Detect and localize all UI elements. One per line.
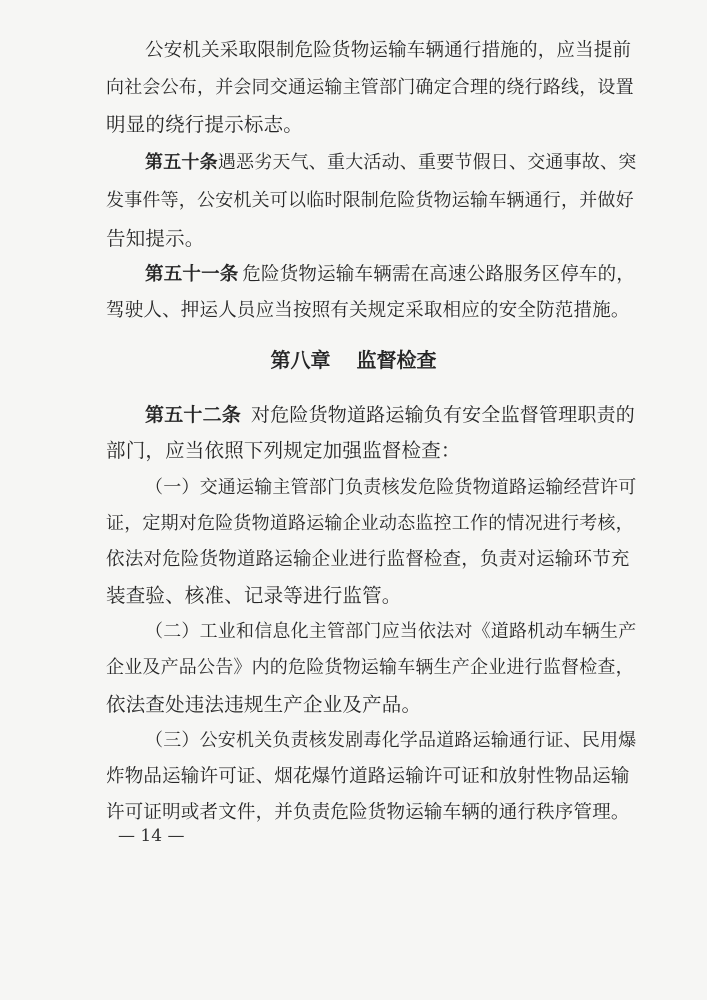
paragraph-line [145, 475, 635, 501]
line-text: 驾驶人、押运人员应当按照有关规定采取相应的安全防范措施。 [106, 300, 630, 321]
line-text: 炸物品运输许可证、烟花爆竹道路运输许可证和放射性物品运输 [106, 766, 630, 787]
paragraph-line [106, 511, 635, 537]
article-52-label: 第五十二条 [145, 404, 242, 426]
article-50-label: 第五十条 [145, 152, 218, 173]
line-text: 许可证明或者文件，并负责危险货物运输车辆的通行秩序管理。 [106, 802, 630, 823]
line-text: 遇恶劣天气、重大活动、重要节假日、交通事故、突 [217, 152, 637, 173]
article-52-line [145, 402, 635, 428]
line-text: 依法对危险货物道路运输企业进行监督检查，负责对运输环节充 [106, 549, 630, 570]
paragraph-line [106, 655, 635, 681]
paragraph-line [106, 764, 635, 790]
line-text: 明显的绕行提示标志。 [106, 113, 304, 136]
line-text: 公安机关采取限制危险货物运输车辆通行措施的，应当提前 [145, 40, 632, 61]
page-number: — 14 — [118, 826, 185, 846]
paragraph-line [106, 547, 635, 573]
paragraph-line [106, 226, 205, 252]
paragraph-line [145, 619, 635, 645]
paragraph-line [145, 38, 635, 64]
paragraph-line [106, 188, 635, 214]
chapter-number: 第八章 [270, 348, 331, 372]
line-text: 装查验、核准、记录等进行监管。 [106, 584, 402, 607]
paragraph-line [106, 692, 421, 718]
paragraph-line [106, 583, 402, 609]
paragraph-line [145, 728, 635, 754]
line-text: 企业及产品公告》内的危险货物运输车辆生产企业进行监督检查， [106, 657, 634, 678]
paragraph-line [106, 298, 635, 324]
line-text: 向社会公布，并会同交通运输主管部门确定合理的绕行路线，设置 [106, 77, 634, 98]
paragraph-line [106, 438, 461, 464]
article-51-line [145, 262, 635, 288]
line-text: （三）公安机关负责核发剧毒化学品道路运输通行证、民用爆 [145, 730, 637, 751]
chapter-heading [0, 346, 707, 374]
article-50-line [145, 150, 635, 176]
paragraph-line [106, 112, 303, 138]
line-text: 部门，应当依照下列规定加强监督检查： [106, 439, 461, 462]
line-text: （一）交通运输主管部门负责核发危险货物道路运输经营许可 [145, 477, 637, 498]
line-text: 证，定期对危险货物道路运输企业动态监控工作的情况进行考核， [106, 513, 634, 534]
article-51-label: 第五十一条 [145, 264, 239, 285]
line-text: 对危险货物道路运输负有安全监督管理职责的 [250, 404, 635, 426]
line-text: （二）工业和信息化主管部门应当依法对《道路机动车辆生产 [145, 621, 637, 642]
line-text: 依法查处违法违规生产企业及产品。 [106, 693, 422, 716]
line-text: 发事件等，公安机关可以临时限制危险货物运输车辆通行，并做好 [106, 190, 634, 211]
line-text: 告知提示。 [106, 227, 205, 250]
paragraph-line [106, 75, 635, 101]
chapter-title: 监督检查 [356, 348, 437, 372]
line-text: 危险货物运输车辆需在高速公路服务区停车的， [242, 264, 635, 285]
paragraph-line [106, 800, 635, 826]
